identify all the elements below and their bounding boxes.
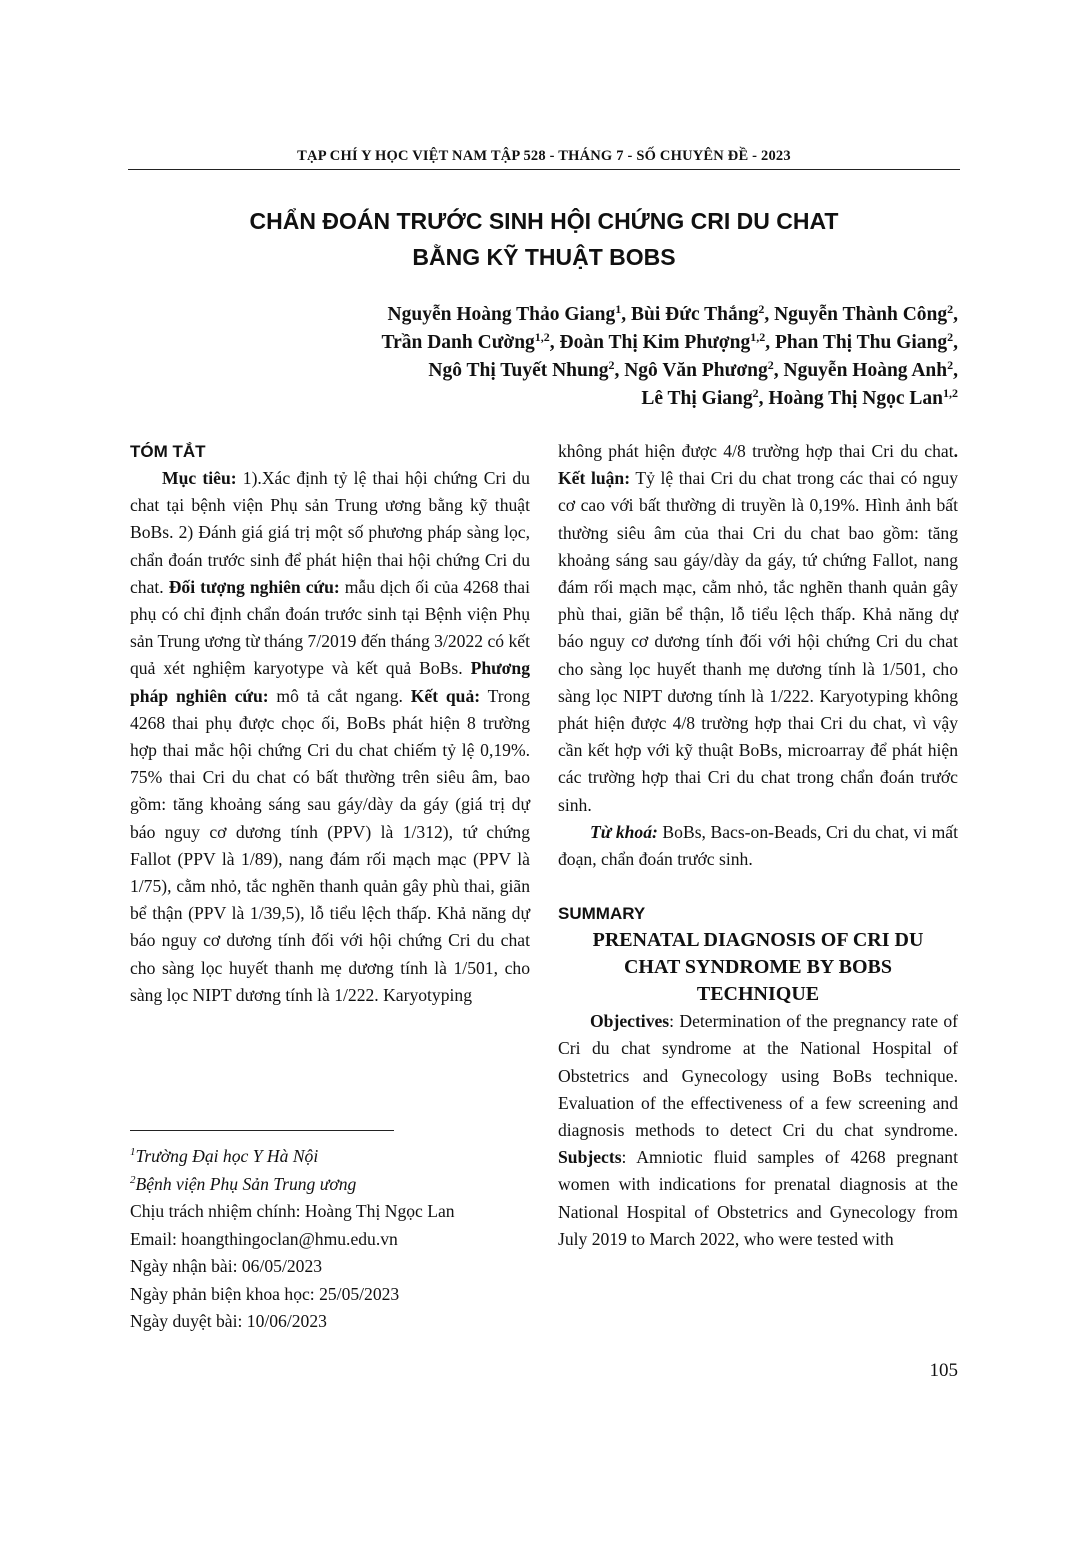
- author: Ngô Văn Phương$^2$: [624, 358, 774, 381]
- affiliation-1: $^1$Trường Đại học Y Hà Nội: [130, 1146, 319, 1166]
- abstract-vi-body: Mục tiêu: 1).Xác định tỷ lệ thai hội chứng Cri du chat tại bệnh viện Phụ sản Trung ương bằng kỹ thuật BoBs. 2) Đánh giá giá trị một số phương pháp sàng lọc, chẩn đoán trước sinh để phát hiện thai hội chứng Cri du chat. Đối tượng nghiên cứu: mẫu dịch ối của 4268 thai phụ có chỉ định chẩn đoán trước sinh tại Bệnh viện Phụ sản Trung ương từ tháng 7/2019 đến tháng 3/2022 có kết quả xét nghiệm karyotype và kết quả BoBs. Phương pháp nghiên cứu: mô tả cắt ngang. Kết quả: Trong 4268 thai phụ được chọc ối, BoBs phát hiện 8 trường hợp thai mắc hội chứng Cri du chat chiếm tỷ lệ 0,19%. 75% thai Cri du chat có bất thường trên siêu âm, bao gồm: tăng khoảng sáng sau gáy/dày da gáy (giá trị dự báo nguy cơ dương tính (PPV) là 1/312), tứ chứng Fallot (PPV là 1/89), nang đám rối mạch mạc (PPV là 1/75), cằm nhỏ, tắc nghẽn thanh quản gây phù thai, giãn bể thận (PPV là 1/39,5), lỗ tiểu lệch thấp. Khả năng dự báo nguy cơ dương tính đối với hội chứng Cri du chat cho sàng lọc huyết thanh mẹ dương tính là 1/501, cho sàng lọc NIPT dương tính là 1/222. Karyotyping: [130, 468, 530, 1005]
- date-accepted: Ngày duyệt bài: 10/06/2023: [130, 1311, 327, 1331]
- header-rule: [128, 169, 960, 170]
- date-reviewed: Ngày phản biện khoa học: 25/05/2023: [130, 1283, 400, 1304]
- corresponding-email: Email: hoangthingoclan@hmu.edu.vn: [130, 1228, 398, 1249]
- author: Lê Thị Giang$^2$: [641, 386, 759, 409]
- author: Trần Danh Cường$^{1,2}$: [381, 330, 550, 353]
- section-spacer: [558, 873, 958, 900]
- footnote-rule: [130, 1130, 394, 1131]
- article-title-line-2: BẰNG KỸ THUẬT BOBS: [412, 244, 676, 270]
- abstract-vi-body-continued: không phát hiện được 4/8 trường hợp thai Cri du chat. Kết luận: Tỷ lệ thai Cri du chat trong các thai có nguy cơ cao với bất thường di truyền là 0,19%. Hình ảnh bất thường siêu âm của thai Cri du chat bao gồm: tăng khoảng sáng sau gáy/dày da gáy, tứ chứng Fallot, nang đám rối mạch mạc, cằm nhỏ, tắc nghẽn thanh quản gây phù thai, giãn bể thận, lỗ tiểu lệch thấp. Khả năng dự báo nguy cơ dương tính đối với hội chứng Cri du chat cho sàng lọc huyết thanh mẹ dương tính là 1/501, cho sàng lọc NIPT dương tính là 1/222. Karyotyping không phát hiện được 4/8 trường hợp thai Cri du chat, vì vậy cần kết hợp với kỹ thuật BoBs, microarray để phát hiện các trường hợp thai Cri du chat trong chẩn đoán trước sinh.: [558, 441, 958, 815]
- keywords-vi: Từ khoá: BoBs, Bacs-on-Beads, Cri du chat, vi mất đoạn, chẩn đoán trước sinh.: [558, 821, 958, 870]
- author: Nguyễn Hoàng Anh$^2$: [783, 358, 954, 381]
- article-title-line-1: CHẨN ĐOÁN TRƯỚC SINH HỘI CHỨNG CRI DU CHAT: [249, 208, 839, 234]
- abstract-en-body: Objectives: Determination of the pregnancy rate of Cri du chat syndrome at the National Hospital of Obstetrics and Gynecology using BoBs technique. Evaluation of the effectiveness of a few screening and diagnosis methods to detect Cri du chat syndrome. Subjects: Amniotic fluid samples of 4268 pregnant women with indications for prenatal diagnosis at the National Hospital of Obstetrics and Gynecology from July 2019 to March 2022, who were tested with: [558, 1011, 958, 1249]
- abstract-vi-heading: TÓM TẮT: [130, 442, 206, 461]
- corresponding-author: Chịu trách nhiệm chính: Hoàng Thị Ngọc Lan: [130, 1201, 455, 1221]
- page-number: 105: [929, 1360, 958, 1381]
- running-header: TẠP CHÍ Y HỌC VIỆT NAM TẬP 528 - THÁNG 7 - SỐ CHUYÊN ĐỀ - 2023: [297, 148, 791, 164]
- abstract-en-heading: SUMMARY: [558, 904, 646, 924]
- affiliation-2: $^2$Bệnh viện Phụ Sản Trung ương: [130, 1173, 357, 1194]
- author: Nguyễn Hoàng Thảo Giang$^1$: [387, 302, 622, 325]
- author: Bùi Đức Thắng$^2$: [631, 302, 765, 325]
- right-column: [558, 438, 958, 1253]
- abstract-en-title: PRENATAL DIAGNOSIS OF CRI DU CHAT SYNDROME BY BOBS TECHNIQUE: [592, 929, 924, 1006]
- footnotes: [130, 1143, 530, 1336]
- author: Phan Thị Thu Giang$^2$: [774, 330, 954, 353]
- author: Nguyễn Thành Công$^2$: [774, 302, 954, 325]
- author: Đoàn Thị Kim Phượng$^{1,2}$: [559, 330, 766, 353]
- article-title: [128, 203, 960, 275]
- left-column: [130, 438, 530, 1009]
- author: Ngô Thị Tuyết Nhung$^2$: [428, 358, 615, 381]
- author-list: Nguyễn Hoàng Thảo Giang$^1$, Bùi Đức Thắng$^2$, Nguyễn Thành Công$^2$, Trần Danh Cường$^{1,2}$, Đoàn Thị Kim Phượng$^{1,2}$, Phan Thị Thu Giang$^2$, Ngô Thị Tuyết Nhung$^2$, Ngô Văn Phương$^2$, Nguyễn Hoàng Anh$^2$, Lê Thị Giang$^2$, Hoàng Thị Ngọc Lan$^{1,2}$: [381, 302, 958, 409]
- date-received: Ngày nhận bài: 06/05/2023: [130, 1256, 323, 1276]
- author: Hoàng Thị Ngọc Lan$^{1,2}$: [768, 386, 958, 409]
